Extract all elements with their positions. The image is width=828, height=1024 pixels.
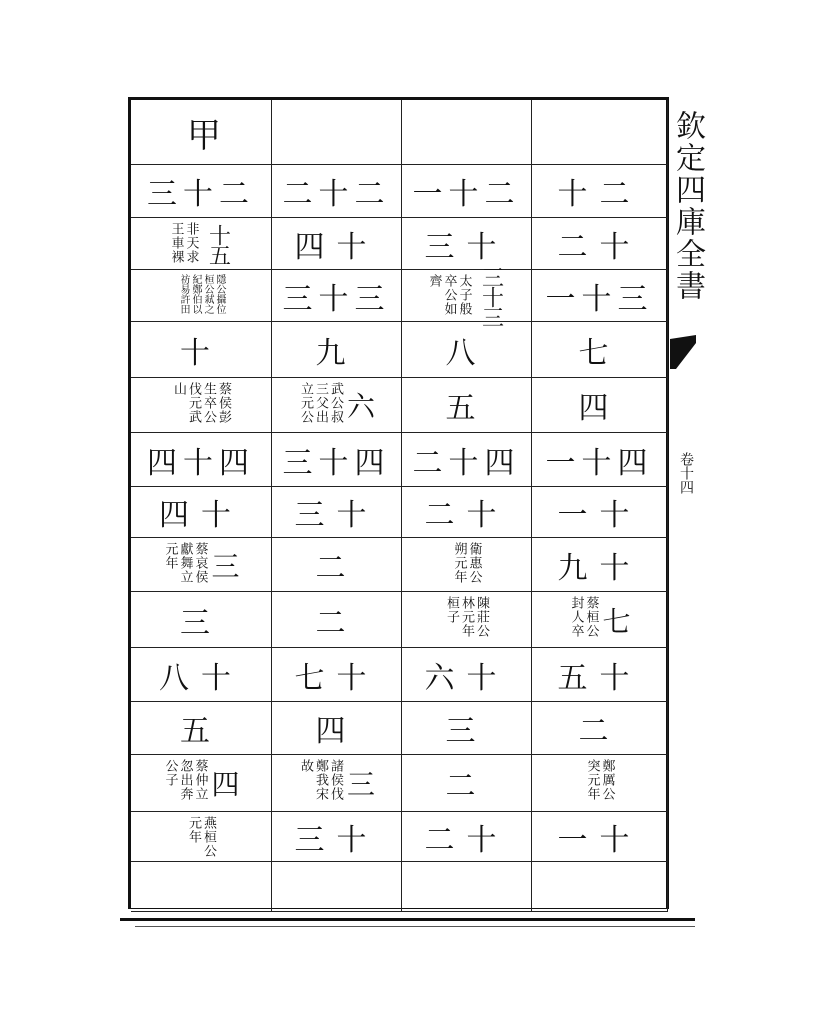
table-cell xyxy=(131,487,272,538)
table-cell xyxy=(272,165,402,218)
cell-value: 十 xyxy=(180,335,222,371)
table-cell xyxy=(272,755,402,812)
cell-value: 三十三 xyxy=(282,281,391,317)
cell-value: 五十 xyxy=(557,660,642,696)
cell-annotated xyxy=(171,382,231,429)
table-cell xyxy=(272,270,402,322)
cell-value: 四 xyxy=(578,391,621,426)
cell-value: 四 xyxy=(315,714,358,749)
table-cell xyxy=(532,433,668,487)
table-cell xyxy=(532,270,668,322)
cell-note: 非天求王車裸 xyxy=(168,221,199,264)
cell-value: 一十二 xyxy=(412,177,521,212)
table-cell xyxy=(532,322,668,378)
cell-note: 隱公攝位桓公弒之紀鄭伯以祊易許田 xyxy=(178,273,225,314)
table-cell xyxy=(272,862,402,912)
cell-annotated xyxy=(298,759,375,808)
table-cell xyxy=(131,270,272,322)
cell-value: 二十四 xyxy=(412,445,521,481)
cell-note: 蔡哀侯獻舞立元年 xyxy=(162,541,208,584)
table-cell xyxy=(532,812,668,862)
table-cell xyxy=(532,538,668,592)
table-cell xyxy=(402,592,532,648)
cell-annotated xyxy=(568,596,630,644)
table-cell xyxy=(532,648,668,702)
table-cell xyxy=(272,378,402,433)
cell-value: 四 xyxy=(211,768,240,801)
table-cell xyxy=(402,265,532,326)
table-cell xyxy=(402,378,532,433)
cell-note: 蔡仲立忽出奔公子 xyxy=(162,758,208,801)
cell-value: 十五 xyxy=(205,223,231,264)
table-cell xyxy=(272,487,402,538)
cell-value: 甲 xyxy=(180,117,221,147)
table-cell xyxy=(402,862,532,912)
table-cell xyxy=(131,538,272,592)
cell-value: 十二 xyxy=(557,177,642,212)
cell-value: 二 xyxy=(445,769,488,804)
cell-value: 二 xyxy=(578,714,621,749)
cell-value: 二十 xyxy=(424,822,509,858)
page-bottom-rule xyxy=(120,918,695,921)
table-cell xyxy=(131,702,272,755)
cell-note: 太子般卒公如齊 xyxy=(426,273,472,316)
cell-value: 五 xyxy=(180,714,222,749)
table-cell xyxy=(272,592,402,648)
cell-value: 七 xyxy=(602,604,631,638)
cell-value: 四十 xyxy=(159,498,243,533)
cell-value: 四十四 xyxy=(147,445,255,481)
cell-value: 二 xyxy=(315,550,358,586)
table-cell xyxy=(532,165,668,218)
table-cell xyxy=(402,322,532,378)
cell-value: 一十四 xyxy=(545,445,654,481)
table-cell xyxy=(402,648,532,702)
cell-value: 二十 xyxy=(424,498,509,533)
volume-label: 卷十四 xyxy=(678,452,694,494)
cell-value: 四十 xyxy=(294,229,379,265)
cell-value: 三 xyxy=(180,605,222,641)
cell-value: 八 xyxy=(445,335,488,371)
cell-note: 衛惠公朔元年 xyxy=(451,541,482,584)
table-cell xyxy=(532,592,668,648)
table-cell xyxy=(402,100,532,165)
cell-value: 七十 xyxy=(294,660,379,696)
cell-note: 陳莊公林元年桓子 xyxy=(444,595,489,638)
cell-value: 六 xyxy=(346,390,375,423)
table-cell xyxy=(272,812,402,862)
cell-value: 一十三 xyxy=(545,281,654,317)
table-cell xyxy=(131,322,272,378)
table-cell xyxy=(272,648,402,702)
cell-value: 三十 xyxy=(294,498,379,533)
table-cell xyxy=(131,592,272,648)
table-cell xyxy=(131,218,272,270)
cell-value: 三 xyxy=(211,549,240,583)
cell-note: 武公叔三父出立元公 xyxy=(297,381,343,424)
table-cell xyxy=(532,862,668,912)
cell-annotated xyxy=(585,759,615,808)
cell-value: 五 xyxy=(445,391,488,426)
table-cell xyxy=(272,218,402,270)
table-cell xyxy=(532,755,668,812)
book-title: 欽定四庫全書 xyxy=(670,110,705,302)
cell-value: 三十四 xyxy=(282,445,391,481)
cell-value: 七 xyxy=(578,335,621,371)
table-cell xyxy=(402,218,532,270)
cell-annotated xyxy=(298,382,375,429)
cell-value: 二十二 xyxy=(282,177,391,212)
table-cell xyxy=(402,702,532,755)
cell-annotated xyxy=(427,266,507,326)
table-cell xyxy=(272,538,402,592)
cell-note: 蔡桓公封人卒 xyxy=(568,595,599,638)
table-cell xyxy=(272,702,402,755)
table-cell xyxy=(402,755,532,812)
cell-value: 一十 xyxy=(557,498,642,533)
cell-value: 二 xyxy=(315,605,358,641)
table-cell xyxy=(532,487,668,538)
cell-annotated xyxy=(186,816,216,858)
table-cell xyxy=(272,100,402,165)
table-cell xyxy=(532,702,668,755)
table-cell xyxy=(131,378,272,433)
table-cell xyxy=(131,165,272,218)
cell-value: 三 xyxy=(346,768,375,801)
table-cell xyxy=(402,433,532,487)
cell-value: 三 xyxy=(445,714,488,749)
table-cell xyxy=(532,218,668,270)
cell-annotated xyxy=(162,759,239,808)
cell-value: 二十 xyxy=(557,229,642,265)
page-bottom-rule-thin xyxy=(135,926,695,927)
cell-value: 三十三 xyxy=(478,265,504,326)
cell-value: 六十 xyxy=(424,660,509,696)
cell-value: 九十 xyxy=(557,550,642,586)
table-cell xyxy=(532,378,668,433)
cell-note: 燕桓公元年 xyxy=(186,815,216,858)
table-cell xyxy=(131,812,272,862)
cell-annotated xyxy=(169,222,234,266)
table-cell xyxy=(131,755,272,812)
table-cell xyxy=(272,322,402,378)
cell-value: 三十二 xyxy=(147,177,255,212)
cell-note: 蔡侯彭生卒公伐元武山 xyxy=(171,381,231,424)
table-cell xyxy=(402,538,532,592)
cell-value: 三十 xyxy=(424,229,509,265)
cell-note: 鄭厲公突元年 xyxy=(584,758,615,801)
cell-value: 八十 xyxy=(159,660,243,696)
cell-note: 諸侯伐鄭我宋故 xyxy=(297,758,343,801)
table-cell xyxy=(402,812,532,862)
cell-annotated xyxy=(452,542,482,588)
table-cell xyxy=(272,433,402,487)
table-cell xyxy=(131,862,272,912)
table-cell xyxy=(131,433,272,487)
table-cell xyxy=(131,648,272,702)
table-cell xyxy=(402,487,532,538)
cell-annotated xyxy=(162,542,239,588)
cell-value: 三十 xyxy=(294,822,379,858)
cell-annotated xyxy=(444,596,489,644)
cell-value: 九 xyxy=(315,335,358,371)
table-cell xyxy=(402,165,532,218)
table-cell xyxy=(131,100,272,165)
fish-tail-mark-icon xyxy=(670,335,696,369)
cell-annotated xyxy=(177,274,225,318)
table-cell xyxy=(532,100,668,165)
cell-value: 一十 xyxy=(557,822,642,858)
